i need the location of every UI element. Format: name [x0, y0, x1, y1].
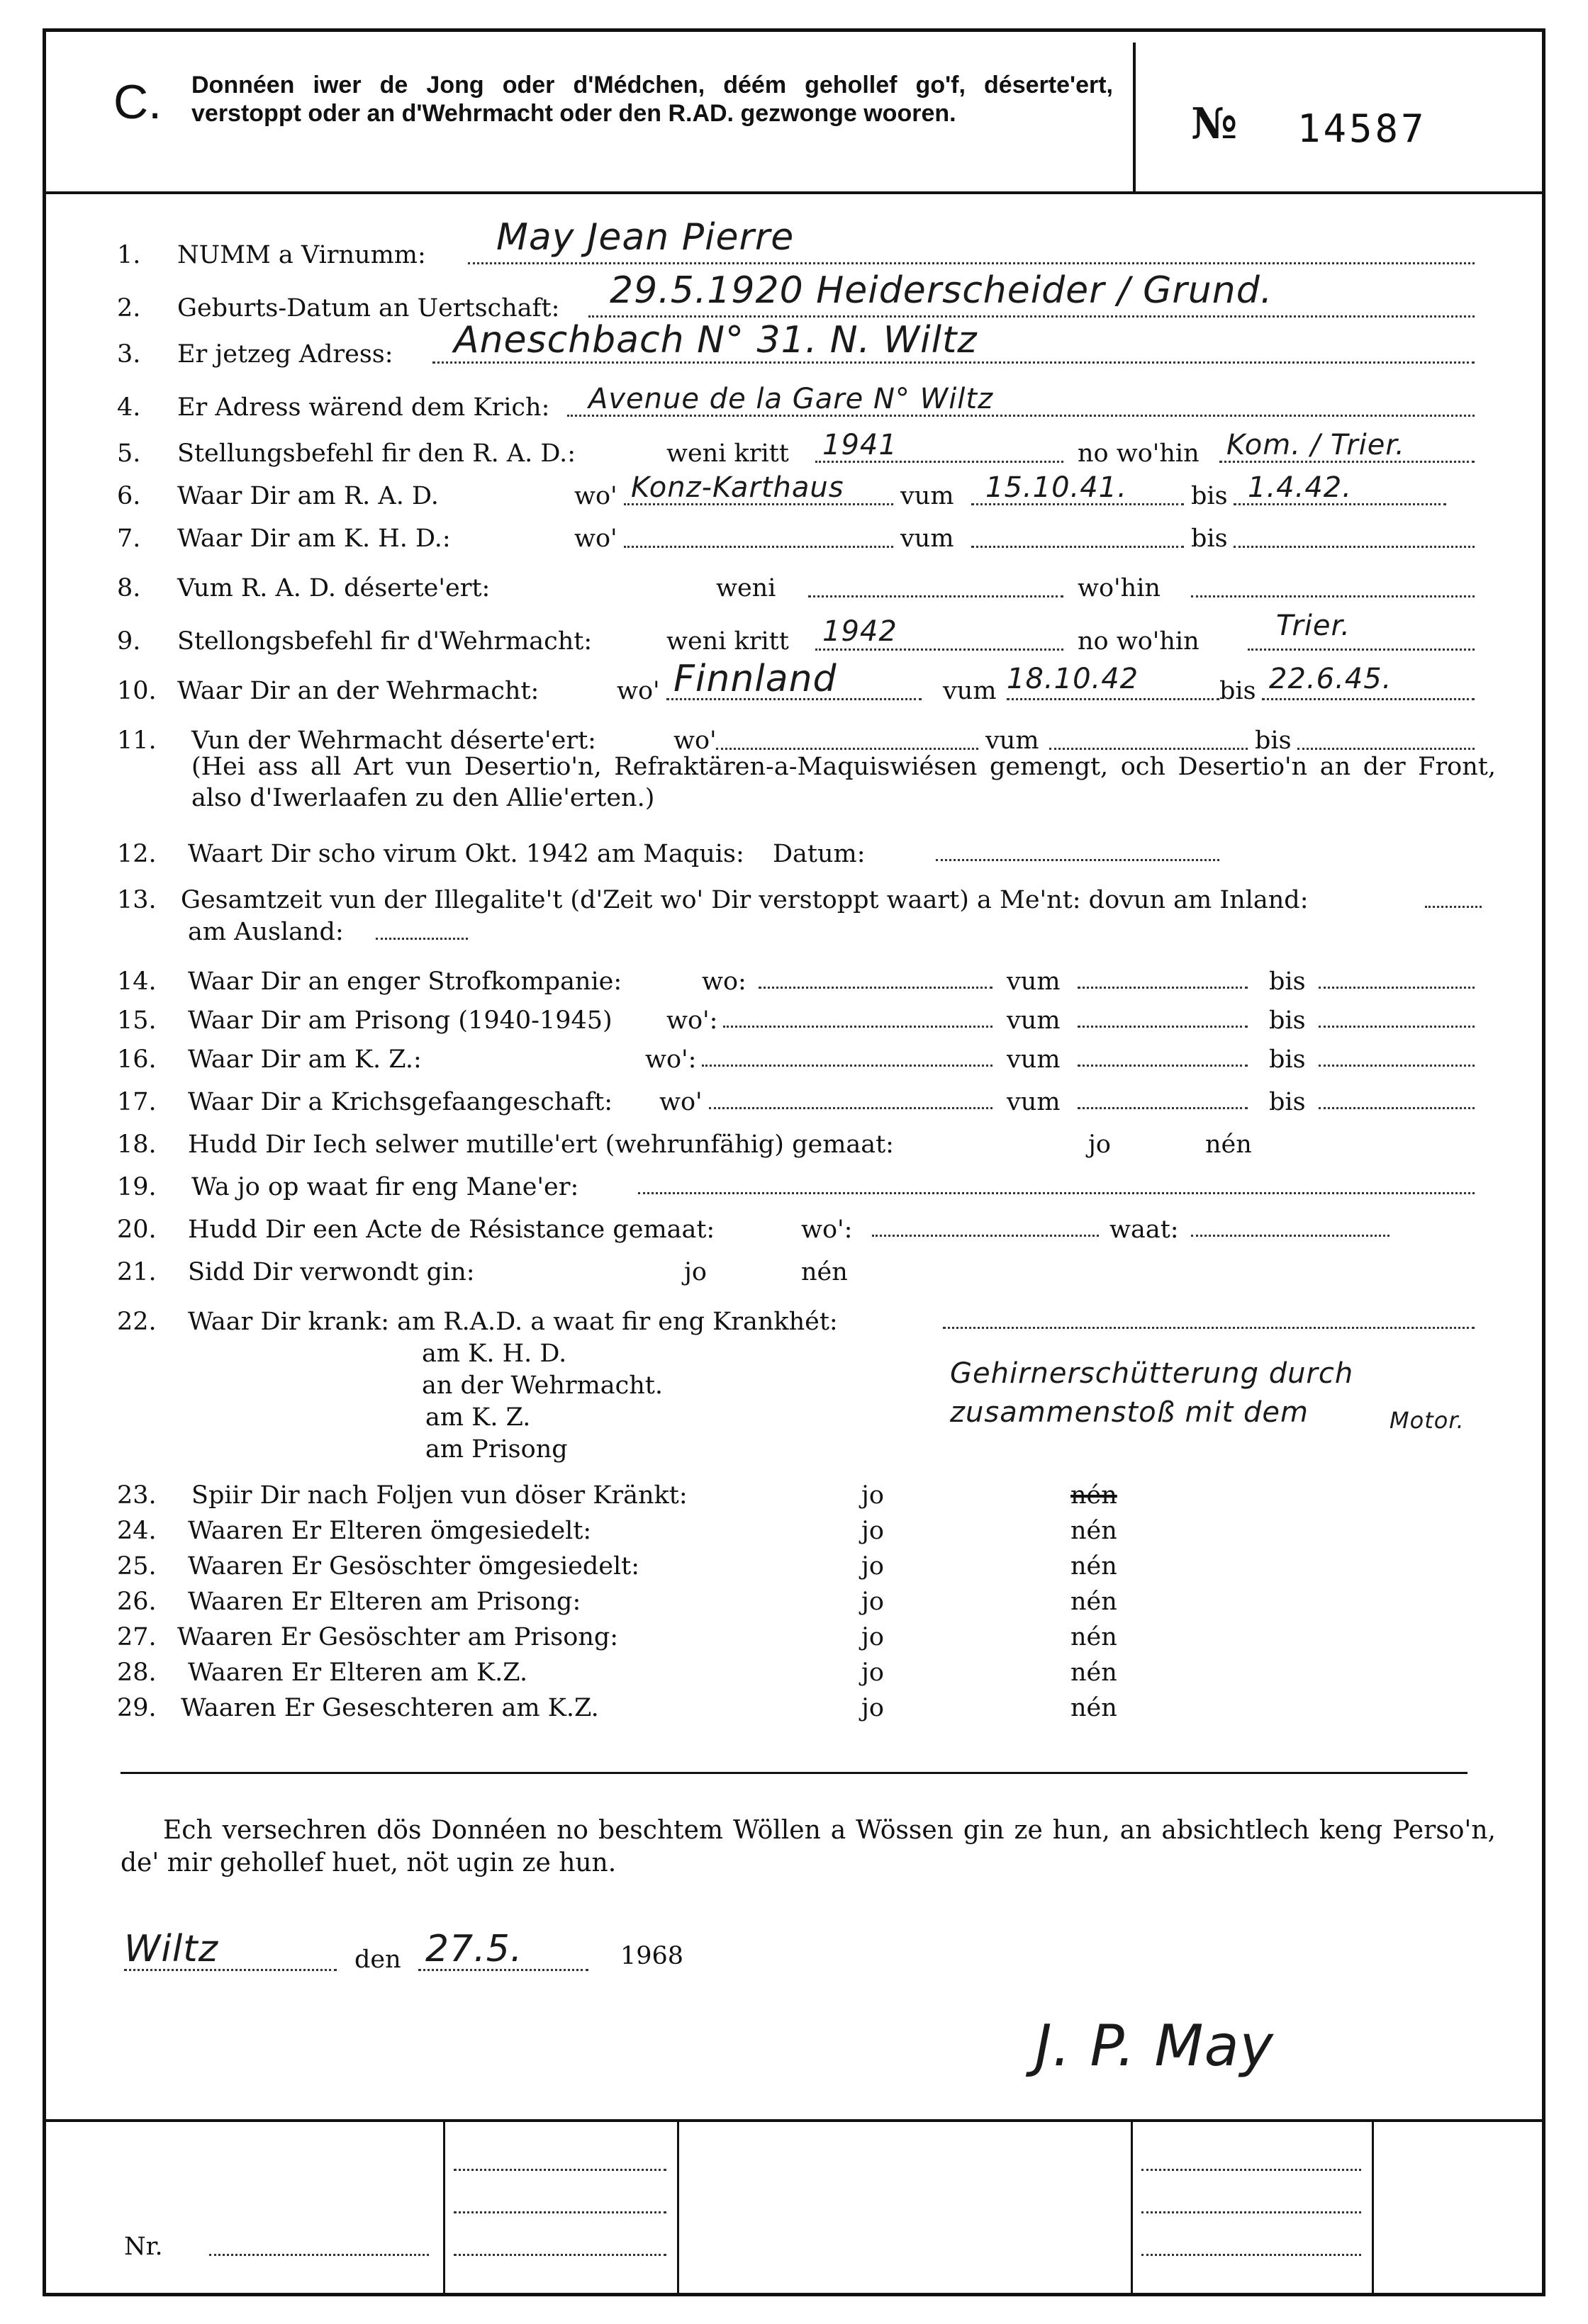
- field-number: 24.: [117, 1517, 157, 1545]
- handwritten-date[interactable]: 27.5.: [425, 1928, 523, 1970]
- bis-label: bis: [1269, 1088, 1306, 1116]
- footer-column-line: [677, 2119, 679, 2296]
- jo-option[interactable]: jo: [861, 1588, 884, 1616]
- section-letter: C.: [113, 75, 162, 129]
- fill-line: [454, 2211, 666, 2213]
- fill-line: [971, 546, 1184, 548]
- fill-line: [1234, 546, 1475, 548]
- footer-column-line: [1131, 2119, 1133, 2296]
- jo-option[interactable]: jo: [861, 1658, 884, 1687]
- field-number: 26.: [117, 1588, 157, 1616]
- fill-line: [1319, 1065, 1475, 1067]
- wo-label: wo':: [801, 1216, 853, 1244]
- fill-line: [1078, 1065, 1248, 1067]
- handwritten-value[interactable]: Kom. / Trier.: [1226, 429, 1405, 461]
- bis-label: bis: [1269, 967, 1306, 996]
- jo-option[interactable]: jo: [861, 1517, 884, 1545]
- header-vertical-divider: [1133, 43, 1136, 193]
- handwritten-war-address[interactable]: Avenue de la Gare N° Wiltz: [588, 383, 994, 415]
- field-number: 4.: [117, 393, 141, 422]
- fill-line: [872, 1235, 1099, 1237]
- field-label: Waar Dir krank: am R.A.D. a waat fir eng Krankhét:: [188, 1308, 838, 1336]
- field-label: Gesamtzeit vun der Illegalite't (d'Zeit wo' Dir verstoppt waart) a Me'nt: dovun am Inland:: [181, 886, 1309, 914]
- wo-label: wo': [673, 726, 717, 755]
- wo-label: wo':: [645, 1045, 697, 1074]
- field-label: Waaren Er Gesöschter ömgesiedelt:: [188, 1552, 640, 1581]
- nr-label: Nr.: [124, 2233, 163, 2261]
- handwritten-value[interactable]: Finnland: [673, 658, 837, 700]
- jo-option[interactable]: jo: [861, 1694, 884, 1722]
- field-number: 7.: [117, 524, 141, 553]
- field-label: Waaren Er Elteren am K.Z.: [188, 1658, 528, 1687]
- fill-line: [1319, 987, 1475, 989]
- desertion-note: (Hei ass all Art vun Desertio'n, Refraktären-a-Maquiswiésen gemengt, och Desertio'n an der Front, also d'Iwerlaafen zu den Allie'erten.): [191, 753, 1496, 812]
- field-label: Waar Dir am Prisong (1940-1945): [188, 1006, 613, 1035]
- vum-label: vum: [1007, 967, 1061, 996]
- field-label: Waart Dir scho virum Okt. 1942 am Maquis:: [188, 840, 744, 868]
- fill-line: [1297, 748, 1475, 750]
- fill-line: [702, 1065, 992, 1067]
- jo-option[interactable]: jo: [684, 1258, 707, 1286]
- fill-line: [709, 1107, 992, 1109]
- fill-line: [468, 262, 1475, 264]
- form-border: [43, 28, 1545, 2296]
- fill-line: [1425, 906, 1482, 908]
- vum-label: vum: [985, 726, 1039, 755]
- bis-label: bis: [1255, 726, 1292, 755]
- handwritten-value[interactable]: 1942: [822, 615, 898, 648]
- jo-option[interactable]: jo: [861, 1481, 884, 1510]
- field-label: Vum R. A. D. déserte'ert:: [177, 574, 491, 602]
- handwritten-value[interactable]: Trier.: [1276, 610, 1351, 642]
- field-label: Waaren Er Elteren ömgesiedelt:: [188, 1517, 592, 1545]
- wo-label: wo:: [702, 967, 747, 996]
- field-label: Geburts-Datum an Uertschaft:: [177, 294, 560, 322]
- field-number: 27.: [117, 1623, 157, 1651]
- fill-line: [454, 2254, 666, 2256]
- field-label: Waar Dir an enger Strofkompanie:: [188, 967, 622, 996]
- fill-line: [1141, 2169, 1361, 2171]
- fill-line: [943, 1327, 1475, 1329]
- vum-label: vum: [1007, 1088, 1061, 1116]
- field-number: 3.: [117, 340, 141, 369]
- field-label: Waar Dir am R. A. D.: [177, 482, 439, 510]
- fill-line: [624, 546, 893, 548]
- nen-option-struck[interactable]: nén: [1070, 1481, 1117, 1510]
- bis-label: bis: [1191, 524, 1228, 553]
- fill-line: [124, 1969, 337, 1971]
- nen-option[interactable]: nén: [1070, 1588, 1117, 1616]
- field-number: 29.: [117, 1694, 157, 1722]
- field-number: 19.: [117, 1173, 157, 1201]
- nen-option[interactable]: nén: [1070, 1658, 1117, 1687]
- field-label: Hudd Dir een Acte de Résistance gemaat:: [188, 1216, 715, 1244]
- wo-label: wo': [574, 482, 617, 510]
- field-number: 12.: [117, 840, 157, 868]
- handwritten-birth[interactable]: 29.5.1920 Heiderscheider / Grund.: [610, 269, 1273, 312]
- field-number: 2.: [117, 294, 141, 322]
- field-number: 14.: [117, 967, 157, 996]
- handwritten-value[interactable]: 22.6.45.: [1269, 663, 1392, 695]
- certification-text: Ech versechren dös Donnéen no beschtem Wöllen a Wössen gin ze hun, an absichtlech keng Perso'n, de' mir gehollef huet, nöt ugin ze hun.: [121, 1816, 1496, 1877]
- handwritten-illness[interactable]: Gehirnerschütterung durch: [950, 1357, 1354, 1390]
- handwritten-value[interactable]: 1941: [822, 429, 898, 461]
- nen-option[interactable]: nén: [1205, 1130, 1252, 1159]
- fill-line: [815, 649, 1063, 651]
- footer-column-line: [1372, 2119, 1374, 2296]
- illness-sub: an der Wehrmacht.: [422, 1371, 664, 1400]
- illness-sub: am K. Z.: [425, 1403, 531, 1432]
- field-label: Stellungsbefehl fir den R. A. D.:: [177, 439, 576, 468]
- field-number: 6.: [117, 482, 141, 510]
- vum-label: vum: [1007, 1045, 1061, 1074]
- fill-line: [1078, 1107, 1248, 1109]
- field-number: 23.: [117, 1481, 157, 1510]
- field-number: 15.: [117, 1006, 157, 1035]
- handwritten-value[interactable]: 1.4.42.: [1248, 471, 1352, 504]
- fill-line: [936, 859, 1219, 861]
- field-number: 25.: [117, 1552, 157, 1581]
- nen-option[interactable]: nén: [1070, 1694, 1117, 1722]
- handwritten-place[interactable]: Wiltz: [124, 1928, 218, 1970]
- field-label: Waar Dir an der Wehrmacht:: [177, 677, 539, 705]
- fill-line: [1319, 1026, 1475, 1028]
- field-number: 8.: [117, 574, 141, 602]
- jo-option[interactable]: jo: [861, 1623, 884, 1651]
- nen-option[interactable]: nén: [1070, 1517, 1117, 1545]
- fill-line: [1007, 698, 1219, 700]
- header-divider: [43, 191, 1545, 194]
- waat-label: waat:: [1109, 1216, 1179, 1244]
- field-number: 17.: [117, 1088, 157, 1116]
- fill-line: [1078, 987, 1248, 989]
- field-number: 5.: [117, 439, 141, 468]
- nen-option[interactable]: nén: [1070, 1552, 1117, 1581]
- field-number: 16.: [117, 1045, 157, 1074]
- handwritten-value[interactable]: 15.10.41.: [985, 471, 1127, 504]
- field-number: 13.: [117, 886, 157, 914]
- fill-line: [209, 2254, 429, 2256]
- year-label: 1968: [620, 1942, 684, 1970]
- fill-line: [808, 595, 1063, 597]
- weni-label: weni kritt: [666, 627, 789, 656]
- field-label: Vun der Wehrmacht déserte'ert:: [191, 726, 596, 755]
- handwritten-address[interactable]: Aneschbach N° 31. N. Wiltz: [454, 319, 978, 361]
- field-number: 1.: [117, 241, 141, 269]
- field-label: Er Adress wärend dem Krich:: [177, 393, 550, 422]
- fill-line: [723, 1026, 992, 1028]
- bis-label: bis: [1269, 1045, 1306, 1074]
- wohin-label: no wo'hin: [1078, 627, 1200, 656]
- field-number: 22.: [117, 1308, 157, 1336]
- bis-label: bis: [1219, 677, 1256, 705]
- vum-label: vum: [1007, 1006, 1061, 1035]
- vum-label: vum: [900, 524, 954, 553]
- jo-option[interactable]: jo: [1088, 1130, 1111, 1159]
- fill-line: [432, 361, 1475, 364]
- fill-line: [1141, 2254, 1361, 2256]
- field-label: Waar Dir a Krichsgefaangeschaft:: [188, 1088, 613, 1116]
- fill-line: [1319, 1107, 1475, 1109]
- field-label-secondary: am Ausland:: [188, 918, 344, 946]
- field-label: Wa jo op waat fir eng Mane'er:: [191, 1173, 579, 1201]
- field-label: Waaren Er Elteren am Prisong:: [188, 1588, 581, 1616]
- field-label: Waaren Er Geseschteren am K.Z.: [181, 1694, 599, 1722]
- fill-line: [376, 938, 468, 940]
- weni-label: weni kritt: [666, 439, 789, 468]
- jo-option[interactable]: jo: [861, 1552, 884, 1581]
- den-label: den: [354, 1946, 401, 1974]
- wo-label: wo': [617, 677, 660, 705]
- section-divider: [121, 1772, 1467, 1774]
- vum-label: vum: [943, 677, 997, 705]
- vum-label: vum: [900, 482, 954, 510]
- field-label: Hudd Dir Iech selwer mutille'ert (wehrunfähig) gemaat:: [188, 1130, 894, 1159]
- wo-label: wo': [574, 524, 617, 553]
- number-sign: №: [1191, 99, 1238, 149]
- field-label: Waaren Er Gesöschter am Prisong:: [177, 1623, 619, 1651]
- form-number: 14587: [1297, 106, 1427, 151]
- wohin-label: no wo'hin: [1078, 439, 1200, 468]
- field-label: Waar Dir am K. H. D.:: [177, 524, 451, 553]
- fill-line: [1262, 698, 1475, 700]
- illness-sub: am Prisong: [425, 1435, 568, 1464]
- field-label: Spiir Dir nach Foljen vun döser Kränkt:: [191, 1481, 688, 1510]
- section-title: Donnéen iwer de Jong oder d'Médchen, déém gehollef go'f, déserte'ert, verstoppt oder an d'Wehrmacht oder den R.AD. gezwonge wooren.: [191, 72, 1113, 127]
- handwritten-illness[interactable]: zusammenstoß mit dem: [950, 1396, 1309, 1429]
- field-number: 10.: [117, 677, 157, 705]
- wo-label: wo': [659, 1088, 703, 1116]
- wohin-label: wo'hin: [1078, 574, 1161, 602]
- fill-line: [454, 2169, 666, 2171]
- handwritten-value[interactable]: Konz-Karthaus: [631, 471, 844, 504]
- field-number: 18.: [117, 1130, 157, 1159]
- field-number: 21.: [117, 1258, 157, 1286]
- field-label: Stellongsbefehl fir d'Wehrmacht:: [177, 627, 593, 656]
- fill-line: [1248, 649, 1475, 651]
- field-number: 11.: [117, 726, 157, 755]
- fill-line: [638, 1192, 1475, 1194]
- field-label: NUMM a Virnumm:: [177, 241, 426, 269]
- footer-column-line: [443, 2119, 445, 2296]
- field-label: Sidd Dir verwondt gin:: [188, 1258, 475, 1286]
- wo-label: wo':: [666, 1006, 718, 1035]
- fill-line: [588, 315, 1475, 318]
- weni-label: weni: [716, 574, 776, 602]
- fill-line: [1191, 595, 1475, 597]
- fill-line: [716, 748, 978, 750]
- fill-line: [1191, 1235, 1390, 1237]
- field-number: 28.: [117, 1658, 157, 1687]
- signature[interactable]: J. P. May: [1035, 2013, 1274, 2079]
- field-number: 20.: [117, 1216, 157, 1244]
- handwritten-name[interactable]: May Jean Pierre: [496, 216, 795, 259]
- fill-line: [1141, 2211, 1361, 2213]
- fill-line: [759, 987, 992, 989]
- illness-sub: am K. H. D.: [422, 1340, 567, 1368]
- field-number: 9.: [117, 627, 141, 656]
- bis-label: bis: [1269, 1006, 1306, 1035]
- handwritten-illness[interactable]: Motor.: [1390, 1407, 1465, 1434]
- bis-label: bis: [1191, 482, 1228, 510]
- field-label: Er jetzeg Adress:: [177, 340, 393, 369]
- datum-label: Datum:: [773, 840, 866, 868]
- fill-line: [1078, 1026, 1248, 1028]
- footer-divider: [43, 2119, 1545, 2122]
- fill-line: [1049, 748, 1248, 750]
- field-label: Waar Dir am K. Z.:: [188, 1045, 422, 1074]
- nen-option[interactable]: nén: [1070, 1623, 1117, 1651]
- nen-option[interactable]: nén: [801, 1258, 848, 1286]
- handwritten-value[interactable]: 18.10.42: [1007, 663, 1139, 695]
